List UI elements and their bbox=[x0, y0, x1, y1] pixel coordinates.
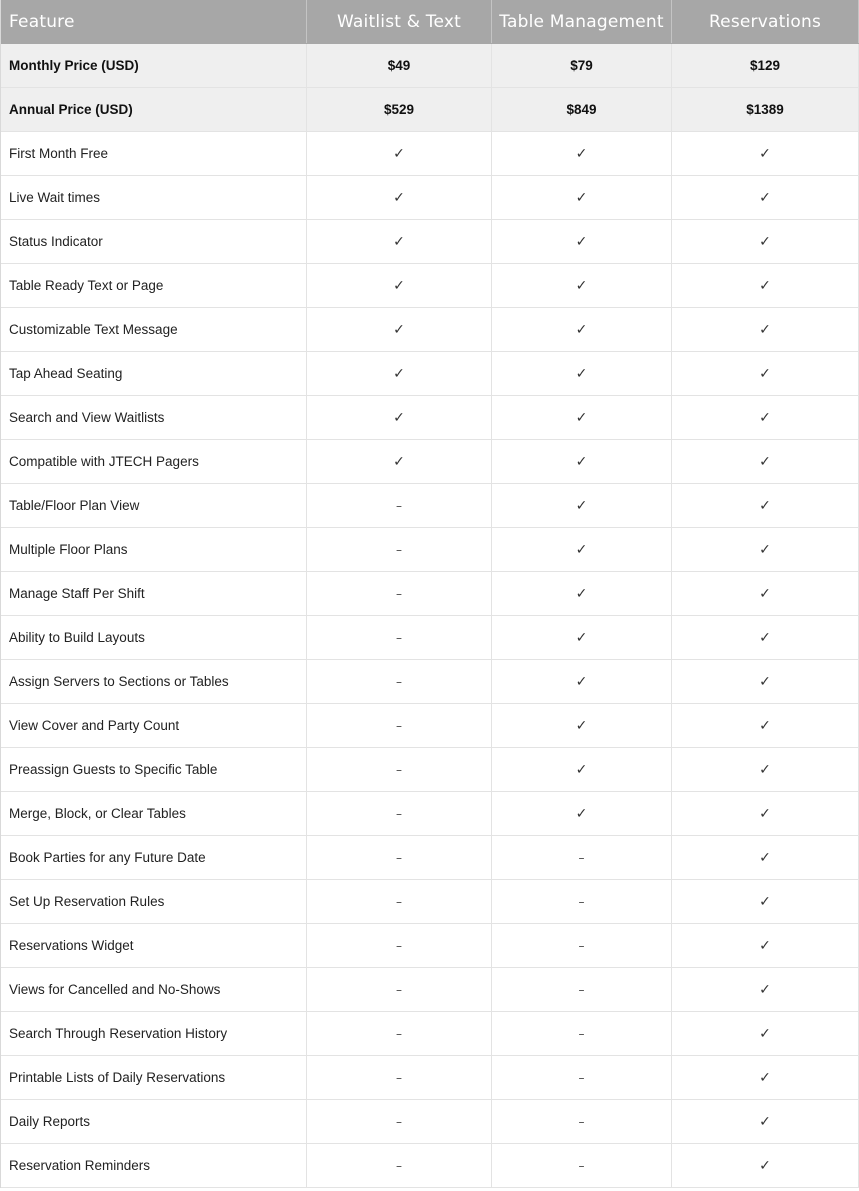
feature-label: Table/Floor Plan View bbox=[1, 484, 307, 527]
table-row bbox=[1, 528, 859, 572]
feature-cell bbox=[492, 264, 672, 307]
table-row bbox=[1, 572, 859, 616]
checkmark-icon: ✓ bbox=[759, 629, 771, 646]
feature-cell bbox=[492, 440, 672, 483]
feature-cell bbox=[672, 1100, 859, 1143]
dash-icon: – bbox=[396, 1070, 402, 1085]
feature-rows bbox=[1, 132, 859, 1188]
feature-cell bbox=[307, 1056, 492, 1099]
table-row bbox=[1, 792, 859, 836]
feature-label: Compatible with JTECH Pagers bbox=[1, 440, 307, 483]
table-row bbox=[1, 924, 859, 968]
table-row bbox=[1, 220, 859, 264]
feature-cell bbox=[492, 308, 672, 351]
feature-cell bbox=[492, 616, 672, 659]
feature-cell bbox=[307, 1100, 492, 1143]
feature-cell bbox=[672, 572, 859, 615]
checkmark-icon: ✓ bbox=[393, 145, 405, 162]
feature-cell bbox=[307, 572, 492, 615]
dash-icon: – bbox=[396, 586, 402, 601]
feature-cell bbox=[492, 1100, 672, 1143]
checkmark-icon: ✓ bbox=[759, 1069, 771, 1086]
checkmark-icon: ✓ bbox=[393, 233, 405, 250]
checkmark-icon: ✓ bbox=[759, 277, 771, 294]
checkmark-icon: ✓ bbox=[759, 233, 771, 250]
price-value: $79 bbox=[492, 44, 672, 87]
feature-label: Daily Reports bbox=[1, 1100, 307, 1143]
feature-cell bbox=[307, 440, 492, 483]
table-row bbox=[1, 704, 859, 748]
feature-label: Ability to Build Layouts bbox=[1, 616, 307, 659]
table-row bbox=[1, 880, 859, 924]
checkmark-icon: ✓ bbox=[575, 585, 588, 602]
feature-cell bbox=[492, 528, 672, 571]
table-row bbox=[1, 352, 859, 396]
dash-icon: – bbox=[396, 938, 402, 953]
checkmark-icon: ✓ bbox=[759, 1025, 771, 1042]
price-row-annual bbox=[1, 88, 859, 132]
dash-icon: – bbox=[396, 542, 402, 557]
price-value: $49 bbox=[307, 44, 492, 87]
feature-cell bbox=[307, 748, 492, 791]
feature-cell bbox=[307, 880, 492, 923]
checkmark-icon: ✓ bbox=[759, 849, 771, 866]
dash-icon: – bbox=[396, 718, 402, 733]
checkmark-icon: ✓ bbox=[393, 365, 405, 382]
checkmark-icon: ✓ bbox=[575, 717, 588, 734]
checkmark-icon: ✓ bbox=[759, 981, 771, 998]
checkmark-icon: ✓ bbox=[575, 453, 588, 470]
checkmark-icon: ✓ bbox=[759, 1157, 771, 1174]
feature-cell bbox=[672, 264, 859, 307]
feature-cell bbox=[672, 836, 859, 879]
feature-cell bbox=[492, 1144, 672, 1187]
dash-icon: – bbox=[578, 850, 585, 865]
dash-icon: – bbox=[578, 1026, 585, 1041]
table-row bbox=[1, 1056, 859, 1100]
checkmark-icon: ✓ bbox=[575, 541, 588, 558]
checkmark-icon: ✓ bbox=[759, 409, 771, 426]
feature-cell bbox=[307, 132, 492, 175]
feature-cell bbox=[307, 792, 492, 835]
checkmark-icon: ✓ bbox=[393, 409, 405, 426]
dash-icon: – bbox=[396, 1026, 402, 1041]
feature-cell bbox=[672, 616, 859, 659]
checkmark-icon: ✓ bbox=[575, 805, 588, 822]
table-row bbox=[1, 1012, 859, 1056]
feature-label: Status Indicator bbox=[1, 220, 307, 263]
feature-cell bbox=[492, 660, 672, 703]
dash-icon: – bbox=[396, 498, 402, 513]
feature-cell bbox=[672, 132, 859, 175]
feature-cell bbox=[307, 704, 492, 747]
dash-icon: – bbox=[396, 674, 402, 689]
price-value: $129 bbox=[672, 44, 859, 87]
feature-cell bbox=[492, 748, 672, 791]
checkmark-icon: ✓ bbox=[759, 673, 771, 690]
feature-cell bbox=[307, 176, 492, 219]
feature-label: First Month Free bbox=[1, 132, 307, 175]
dash-icon: – bbox=[396, 1158, 402, 1173]
feature-cell bbox=[672, 792, 859, 835]
feature-label: Manage Staff Per Shift bbox=[1, 572, 307, 615]
feature-label: Printable Lists of Daily Reservations bbox=[1, 1056, 307, 1099]
dash-icon: – bbox=[396, 1114, 402, 1129]
feature-cell bbox=[492, 968, 672, 1011]
checkmark-icon: ✓ bbox=[759, 145, 771, 162]
feature-cell bbox=[492, 352, 672, 395]
checkmark-icon: ✓ bbox=[759, 893, 771, 910]
price-value: $1389 bbox=[672, 88, 859, 131]
checkmark-icon: ✓ bbox=[575, 189, 588, 206]
feature-cell bbox=[307, 308, 492, 351]
table-row bbox=[1, 264, 859, 308]
checkmark-icon: ✓ bbox=[759, 761, 771, 778]
feature-cell bbox=[307, 220, 492, 263]
checkmark-icon: ✓ bbox=[393, 321, 405, 338]
feature-label: Preassign Guests to Specific Table bbox=[1, 748, 307, 791]
checkmark-icon: ✓ bbox=[759, 585, 771, 602]
dash-icon: – bbox=[578, 1114, 585, 1129]
feature-label: Book Parties for any Future Date bbox=[1, 836, 307, 879]
feature-cell bbox=[307, 396, 492, 439]
feature-cell bbox=[672, 748, 859, 791]
checkmark-icon: ✓ bbox=[575, 409, 588, 426]
feature-cell bbox=[672, 308, 859, 351]
checkmark-icon: ✓ bbox=[759, 937, 771, 954]
table-row bbox=[1, 440, 859, 484]
price-row-monthly bbox=[1, 44, 859, 88]
feature-cell bbox=[307, 484, 492, 527]
table-row bbox=[1, 968, 859, 1012]
checkmark-icon: ✓ bbox=[575, 233, 588, 250]
feature-cell bbox=[492, 396, 672, 439]
dash-icon: – bbox=[396, 982, 402, 997]
checkmark-icon: ✓ bbox=[759, 541, 771, 558]
feature-cell bbox=[492, 924, 672, 967]
feature-label: Merge, Block, or Clear Tables bbox=[1, 792, 307, 835]
feature-label: Table Ready Text or Page bbox=[1, 264, 307, 307]
feature-cell bbox=[492, 792, 672, 835]
feature-cell bbox=[492, 1056, 672, 1099]
price-value: $849 bbox=[492, 88, 672, 131]
checkmark-icon: ✓ bbox=[393, 277, 405, 294]
checkmark-icon: ✓ bbox=[759, 497, 771, 514]
feature-cell bbox=[307, 1012, 492, 1055]
checkmark-icon: ✓ bbox=[575, 365, 588, 382]
feature-label: Multiple Floor Plans bbox=[1, 528, 307, 571]
checkmark-icon: ✓ bbox=[759, 321, 771, 338]
feature-cell bbox=[672, 1144, 859, 1187]
checkmark-icon: ✓ bbox=[759, 1113, 771, 1130]
feature-cell bbox=[307, 924, 492, 967]
table-row bbox=[1, 1100, 859, 1144]
dash-icon: – bbox=[578, 938, 585, 953]
checkmark-icon: ✓ bbox=[575, 673, 588, 690]
feature-cell bbox=[672, 176, 859, 219]
feature-cell bbox=[672, 440, 859, 483]
table-row bbox=[1, 616, 859, 660]
checkmark-icon: ✓ bbox=[575, 497, 588, 514]
feature-cell bbox=[672, 220, 859, 263]
feature-cell bbox=[672, 396, 859, 439]
feature-cell bbox=[492, 1012, 672, 1055]
feature-label: Views for Cancelled and No-Shows bbox=[1, 968, 307, 1011]
price-value: $529 bbox=[307, 88, 492, 131]
feature-cell bbox=[307, 1144, 492, 1187]
feature-label: Set Up Reservation Rules bbox=[1, 880, 307, 923]
feature-cell bbox=[672, 880, 859, 923]
feature-cell bbox=[492, 176, 672, 219]
feature-cell bbox=[307, 660, 492, 703]
feature-label: Search and View Waitlists bbox=[1, 396, 307, 439]
feature-label: Assign Servers to Sections or Tables bbox=[1, 660, 307, 703]
checkmark-icon: ✓ bbox=[575, 145, 588, 162]
feature-cell bbox=[307, 968, 492, 1011]
header-feature: Feature bbox=[1, 0, 307, 43]
dash-icon: – bbox=[578, 982, 585, 997]
feature-label: Customizable Text Message bbox=[1, 308, 307, 351]
checkmark-icon: ✓ bbox=[759, 805, 771, 822]
dash-icon: – bbox=[578, 1158, 585, 1173]
table-row bbox=[1, 1144, 859, 1188]
checkmark-icon: ✓ bbox=[575, 321, 588, 338]
feature-cell bbox=[307, 616, 492, 659]
table-header-row bbox=[1, 0, 859, 44]
feature-label: Reservation Reminders bbox=[1, 1144, 307, 1187]
checkmark-icon: ✓ bbox=[393, 189, 405, 206]
feature-cell bbox=[307, 264, 492, 307]
feature-cell bbox=[672, 968, 859, 1011]
dash-icon: – bbox=[578, 894, 585, 909]
table-row bbox=[1, 836, 859, 880]
feature-cell bbox=[492, 704, 672, 747]
feature-cell bbox=[492, 132, 672, 175]
dash-icon: – bbox=[396, 630, 402, 645]
checkmark-icon: ✓ bbox=[575, 629, 588, 646]
feature-cell bbox=[492, 880, 672, 923]
price-label: Annual Price (USD) bbox=[1, 88, 307, 131]
price-label: Monthly Price (USD) bbox=[1, 44, 307, 87]
header-plan-reservations: Reservations bbox=[672, 0, 859, 43]
feature-label: Reservations Widget bbox=[1, 924, 307, 967]
feature-cell bbox=[672, 704, 859, 747]
header-plan-waitlist: Waitlist & Text bbox=[307, 0, 492, 43]
feature-cell bbox=[672, 660, 859, 703]
feature-cell bbox=[307, 352, 492, 395]
dash-icon: – bbox=[396, 850, 402, 865]
feature-cell bbox=[672, 352, 859, 395]
table-row bbox=[1, 176, 859, 220]
feature-label: Tap Ahead Seating bbox=[1, 352, 307, 395]
feature-cell bbox=[672, 484, 859, 527]
table-row bbox=[1, 308, 859, 352]
feature-label: View Cover and Party Count bbox=[1, 704, 307, 747]
feature-label: Live Wait times bbox=[1, 176, 307, 219]
feature-cell bbox=[492, 484, 672, 527]
feature-label: Search Through Reservation History bbox=[1, 1012, 307, 1055]
table-row bbox=[1, 748, 859, 792]
feature-cell bbox=[492, 572, 672, 615]
feature-cell bbox=[672, 528, 859, 571]
feature-cell bbox=[672, 1056, 859, 1099]
dash-icon: – bbox=[396, 894, 402, 909]
checkmark-icon: ✓ bbox=[393, 453, 405, 470]
table-row bbox=[1, 396, 859, 440]
feature-cell bbox=[492, 220, 672, 263]
feature-cell bbox=[492, 836, 672, 879]
feature-cell bbox=[672, 924, 859, 967]
table-row bbox=[1, 660, 859, 704]
checkmark-icon: ✓ bbox=[759, 717, 771, 734]
table-row bbox=[1, 132, 859, 176]
dash-icon: – bbox=[578, 1070, 585, 1085]
dash-icon: – bbox=[396, 762, 402, 777]
checkmark-icon: ✓ bbox=[575, 277, 588, 294]
checkmark-icon: ✓ bbox=[759, 453, 771, 470]
feature-cell bbox=[307, 528, 492, 571]
dash-icon: – bbox=[396, 806, 402, 821]
checkmark-icon: ✓ bbox=[759, 365, 771, 382]
checkmark-icon: ✓ bbox=[759, 189, 771, 206]
header-plan-table-management: Table Management bbox=[492, 0, 672, 43]
table-row bbox=[1, 484, 859, 528]
feature-cell bbox=[307, 836, 492, 879]
checkmark-icon: ✓ bbox=[575, 761, 588, 778]
feature-cell bbox=[672, 1012, 859, 1055]
